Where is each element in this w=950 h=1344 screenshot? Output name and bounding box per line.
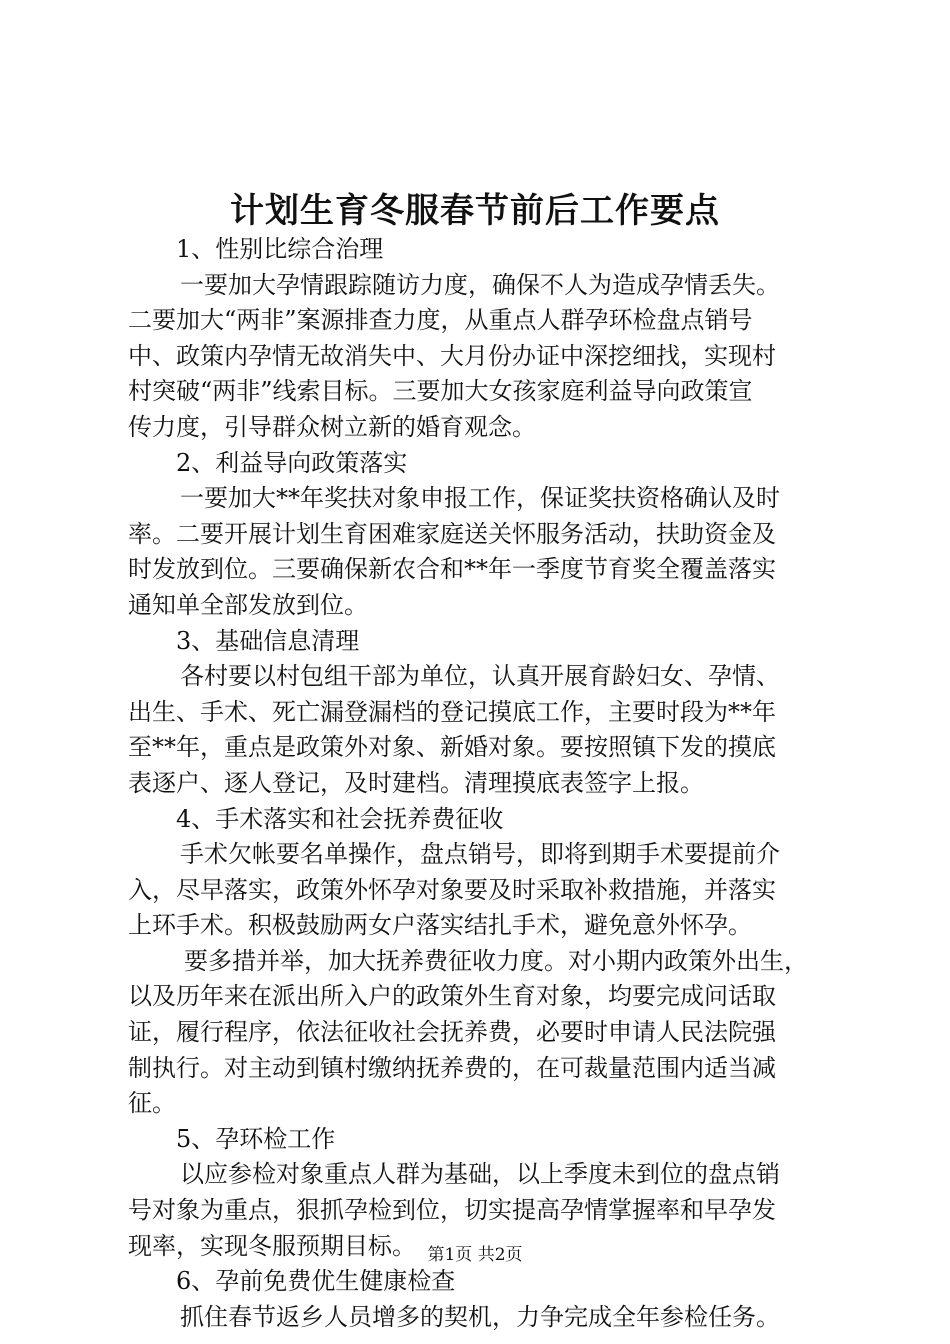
document-body	[128, 232, 838, 1335]
paragraph-line: 村突破“两非”线索目标。三要加大女孩家庭利益导向政策宣	[128, 377, 753, 406]
paragraph-line: 要多措并举，加大抚养费征收力度。对小期内政策外出生，	[184, 946, 808, 975]
section-heading-4: 4、手术落实和社会抚养费征收	[176, 804, 504, 833]
paragraph-line: 手术欠帐要名单操作，盘点销号，即将到期手术要提前介	[180, 840, 780, 869]
paragraph-line: 制执行。对主动到镇村缴纳抚养费的，在可裁量范围内适当减	[128, 1053, 776, 1082]
section-heading-3: 3、基础信息清理	[176, 626, 360, 655]
paragraph-line: 号对象为重点，狠抓孕检到位，切实提高孕情掌握率和早孕发	[128, 1196, 776, 1225]
paragraph-line: 以及历年来在派出所入户的政策外生育对象，均要完成问话取	[128, 982, 776, 1011]
paragraph-line: 一要加大孕情跟踪随访力度，确保不人为造成孕情丢失。	[180, 270, 780, 299]
section-heading-6: 6、孕前免费优生健康检查	[176, 1267, 456, 1296]
section-heading-5: 5、孕环检工作	[176, 1124, 336, 1153]
paragraph-line: 率。二要开展计划生育困难家庭送关怀服务活动，扶助资金及	[128, 519, 776, 548]
paragraph-line: 上环手术。积极鼓励两女户落实结扎手术，避免意外怀孕。	[128, 911, 752, 940]
document-title: 计划生育冬服春节前后工作要点	[230, 191, 720, 231]
paragraph-line: 至**年，重点是政策外对象、新婚对象。要按照镇下发的摸底	[128, 733, 776, 762]
paragraph-line: 中、政策内孕情无故消失中、大月份办证中深挖细找，实现村	[128, 341, 776, 370]
paragraph-line: 抓住春节返乡人员增多的契机，力争完成全年参检任务。	[180, 1302, 780, 1331]
paragraph-line: 证，履行程序，依法征收社会抚养费，必要时申请人民法院强	[128, 1018, 776, 1047]
section-heading-1: 1、性别比综合治理	[176, 235, 384, 263]
paragraph-line: 征。	[128, 1089, 176, 1118]
page-number-footer: 第1页 共2页	[427, 1245, 523, 1265]
paragraph-line: 入，尽早落实，政策外怀孕对象要及时采取补救措施，并落实	[128, 875, 776, 904]
paragraph-line: 各村要以村包组干部为单位，认真开展育龄妇女、孕情、	[180, 662, 780, 691]
paragraph-line: 二要加大“两非”案源排查力度，从重点人群孕环检盘点销号	[128, 306, 753, 335]
section-heading-2: 2、利益导向政策落实	[176, 448, 408, 477]
paragraph-line: 通知单全部发放到位。	[128, 590, 368, 619]
paragraph-line: 时发放到位。三要确保新农合和**年一季度节育奖全覆盖落实	[128, 555, 776, 584]
paragraph-line: 传力度，引导群众树立新的婚育观念。	[128, 412, 536, 441]
paragraph-line: 出生、手术、死亡漏登漏档的登记摸底工作，主要时段为**年	[128, 697, 776, 726]
paragraph-line: 现率，实现冬服预期目标。	[128, 1231, 416, 1260]
paragraph-line: 一要加大**年奖扶对象申报工作，保证奖扶资格确认及时	[180, 484, 780, 513]
paragraph-line: 以应参检对象重点人群为基础，以上季度未到位的盘点销	[180, 1160, 780, 1189]
paragraph-line: 表逐户、逐人登记，及时建档。清理摸底表签字上报。	[128, 768, 704, 797]
